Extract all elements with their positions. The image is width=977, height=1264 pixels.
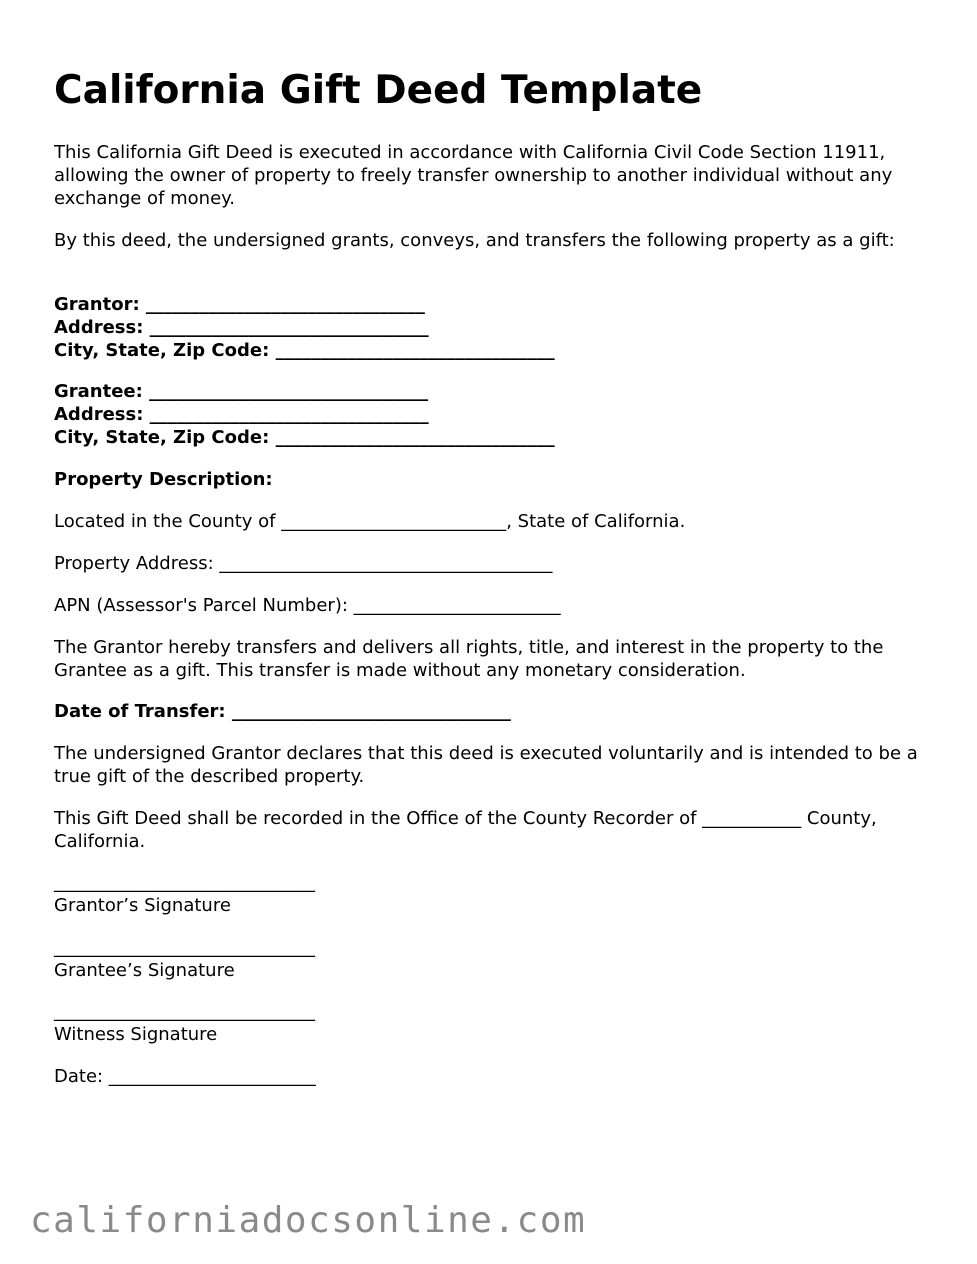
- property-county-field: Located in the County of _________________________, State of California.: [54, 511, 686, 532]
- grantor-city-field: City, State, Zip Code: _______________________________: [54, 340, 555, 361]
- signature-date-field: Date: _______________________: [54, 1066, 316, 1087]
- grantor-name-field: Grantor: _______________________________: [54, 294, 425, 315]
- date-of-transfer-field: Date of Transfer: _______________________________: [54, 701, 511, 722]
- grantee-city-field: City, State, Zip Code: _______________________________: [54, 427, 555, 448]
- property-apn-field: APN (Assessor's Parcel Number): _______________________: [54, 595, 561, 616]
- grantee-name-field: Grantee: _______________________________: [54, 381, 429, 402]
- witness-signature-label: Witness Signature: [54, 1024, 218, 1045]
- watermark-text: californiadocsonline.com: [30, 1200, 587, 1241]
- grantor-address-field: Address: _______________________________: [54, 317, 429, 338]
- declaration-paragraph: The undersigned Grantor declares that this deed is executed voluntarily and is intended to be a true gift of the described property.: [54, 743, 924, 787]
- grantor-signature-line: _____________________________: [54, 872, 315, 893]
- recording-statement: This Gift Deed shall be recorded in the Office of the County Recorder of ___________ County, California.: [54, 808, 883, 852]
- property-address-field: Property Address: _____________________________________: [54, 553, 553, 574]
- intro-paragraph: This California Gift Deed is executed in accordance with California Civil Code Section 11911, allowing the owner of property to freely transfer ownership to another individual without any exchange of money.: [54, 142, 898, 209]
- grantor-signature-label: Grantor’s Signature: [54, 895, 231, 916]
- grantee-signature-label: Grantee’s Signature: [54, 960, 235, 981]
- transfer-statement: The Grantor hereby transfers and delivers all rights, title, and interest in the property to the Grantee as a gift. This transfer is made without any monetary consideration.: [54, 637, 890, 681]
- grantee-address-field: Address: _______________________________: [54, 404, 429, 425]
- grant-statement: By this deed, the undersigned grants, conveys, and transfers the following property as a gift:: [54, 230, 895, 251]
- page-title: California Gift Deed Template: [54, 68, 703, 113]
- property-heading: Property Description:: [54, 469, 273, 490]
- witness-signature-line: _____________________________: [54, 1001, 315, 1022]
- grantee-signature-line: _____________________________: [54, 937, 315, 958]
